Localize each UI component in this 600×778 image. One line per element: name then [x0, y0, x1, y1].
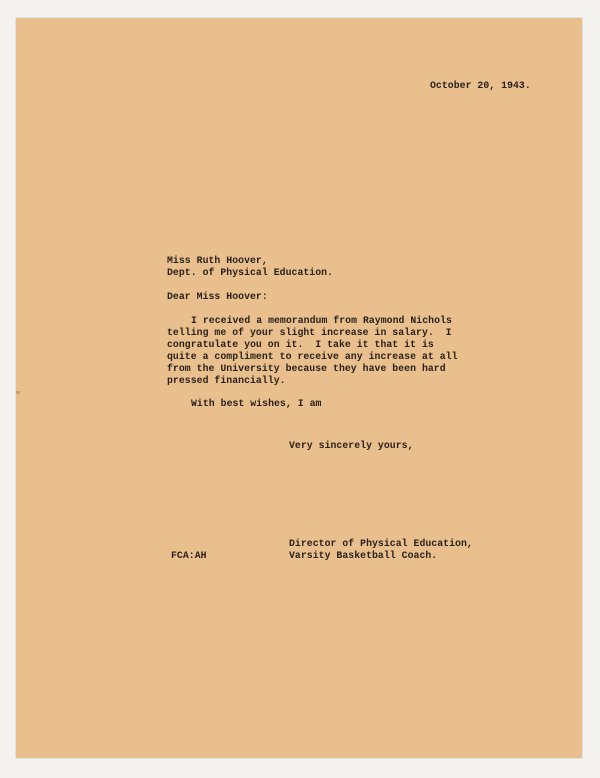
letter-date: October 20, 1943.	[430, 80, 531, 91]
best-wishes-line: With best wishes, I am	[191, 398, 322, 409]
complimentary-close: Very sincerely yours,	[289, 440, 414, 451]
signature-title-1: Director of Physical Education,	[289, 538, 473, 549]
margin-mark	[16, 391, 20, 394]
recipient-name: Miss Ruth Hoover,	[167, 255, 268, 266]
signature-title-2: Varsity Basketball Coach.	[289, 550, 438, 561]
salutation: Dear Miss Hoover:	[167, 291, 268, 302]
reference-initials: FCA:AH	[171, 550, 207, 561]
body-line-1: I received a memorandum from Raymond Nichols	[191, 315, 452, 326]
body-line-2: telling me of your slight increase in salary. I	[167, 327, 452, 338]
body-line-3: congratulate you on it. I take it that it is	[167, 339, 434, 350]
letter-page	[16, 18, 582, 758]
recipient-department: Dept. of Physical Education.	[167, 267, 334, 278]
body-line-6: pressed financially.	[167, 375, 286, 386]
body-line-5: from the University because they have been hard	[167, 363, 446, 374]
body-line-4: quite a compliment to receive any increase at all	[167, 351, 458, 362]
